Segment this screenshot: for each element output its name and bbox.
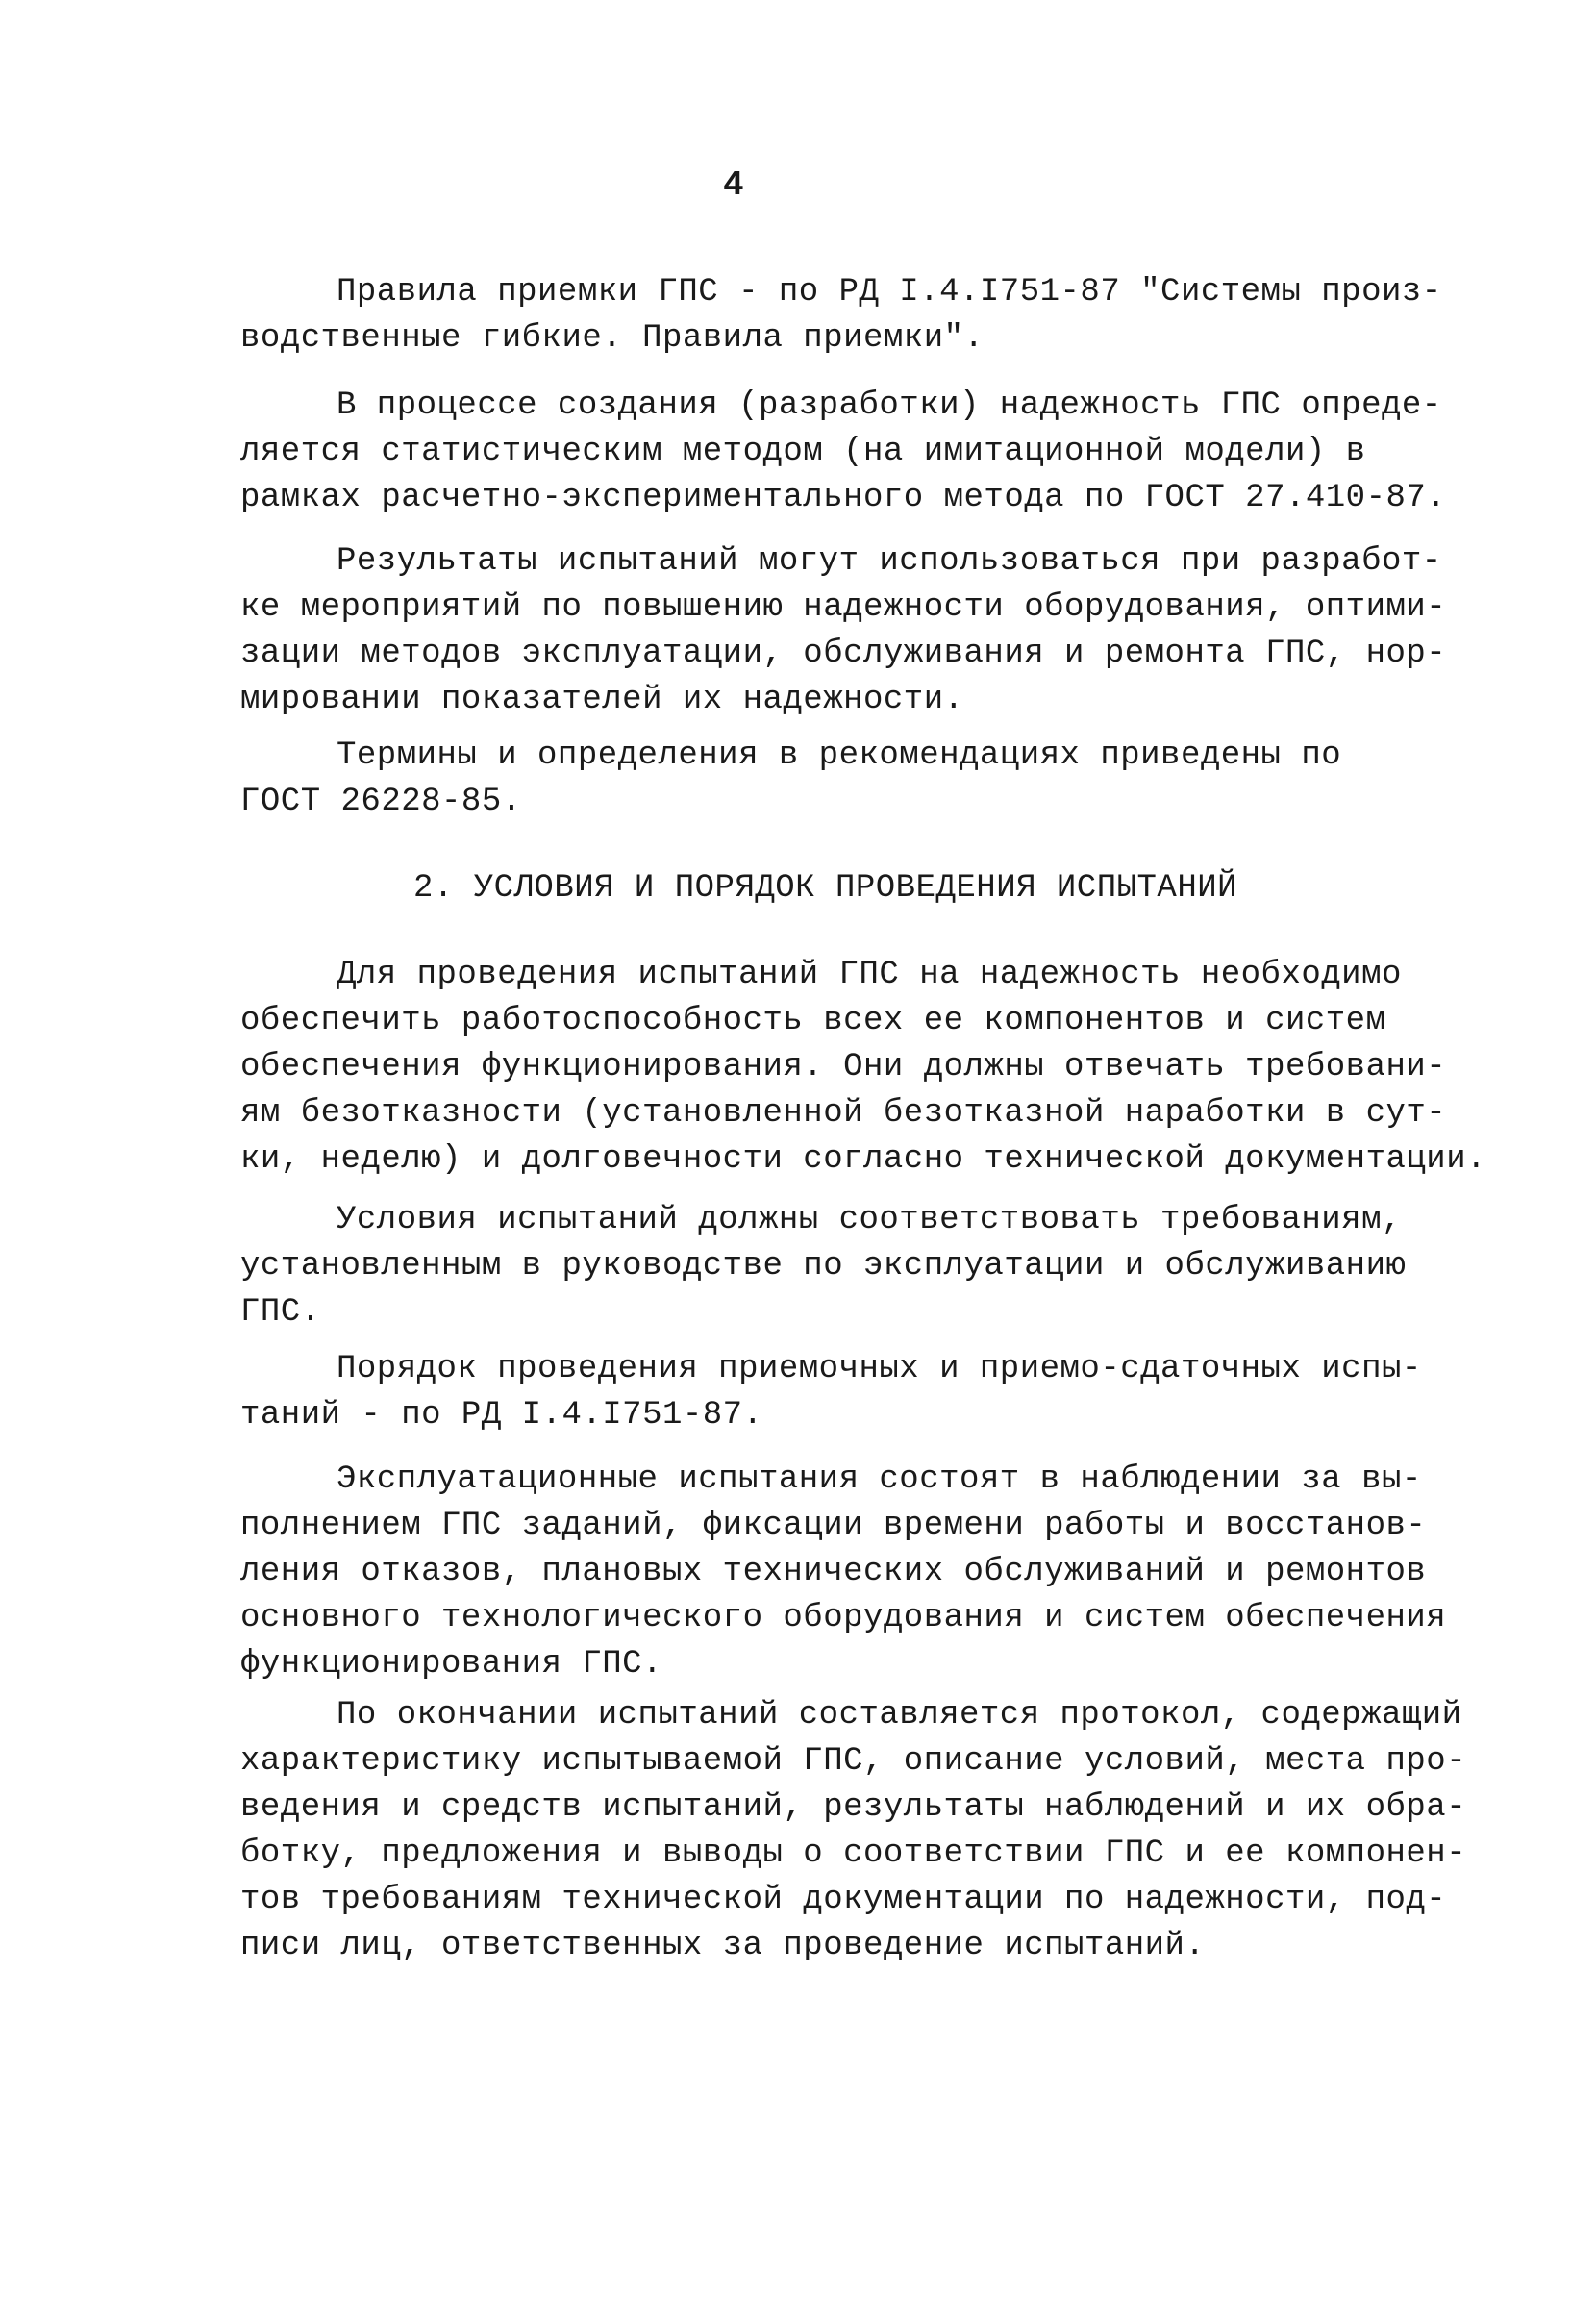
paragraph-test-conditions bbox=[240, 1197, 1423, 1336]
paragraph-operational-tests bbox=[240, 1457, 1447, 1687]
text-line: Условия испытаний должны соответствовать требованиям, bbox=[337, 1202, 1402, 1238]
text-line: тов требованиям технической документации по надежности, под- bbox=[240, 1882, 1447, 1918]
text-line: ботку, предложения и выводы о соответствии ГПС и ее компонен- bbox=[240, 1835, 1467, 1872]
text-line: ГОСТ 26228-85. bbox=[240, 784, 522, 820]
text-line: Результаты испытаний могут использоваться при разработ- bbox=[337, 543, 1442, 580]
text-line: В процессе создания (разработки) надежность ГПС опреде- bbox=[337, 387, 1442, 424]
text-line: обеспечить работоспособность всех ее компонентов и систем bbox=[240, 1003, 1386, 1039]
paragraph-test-results bbox=[240, 538, 1447, 723]
paragraph-terms bbox=[240, 733, 1423, 825]
text-line: зации методов эксплуатации, обслуживания и ремонта ГПС, нор- bbox=[240, 636, 1447, 672]
text-line: рамках расчетно-экспериментального метода по ГОСТ 27.410-87. bbox=[240, 480, 1447, 516]
text-line: ки, неделю) и долговечности согласно технической документации. bbox=[240, 1141, 1487, 1178]
paragraph-acceptance-rules bbox=[240, 269, 1442, 362]
text-line: Термины и определения в рекомендациях приведены по bbox=[337, 737, 1342, 774]
text-line: полнением ГПС заданий, фиксации времени работы и восстанов- bbox=[240, 1508, 1427, 1544]
text-line: мировании показателей их надежности. bbox=[240, 682, 964, 718]
text-line: По окончании испытаний составляется протокол, содержащий bbox=[337, 1697, 1462, 1734]
paragraph-test-protocol bbox=[240, 1692, 1467, 1969]
text-line: Эксплуатационные испытания состоят в наблюдении за вы- bbox=[337, 1461, 1422, 1498]
text-line: ведения и средств испытаний, результаты наблюдений и их обра- bbox=[240, 1789, 1467, 1826]
text-line: установленным в руководстве по эксплуатации и обслуживанию bbox=[240, 1248, 1407, 1285]
text-line: функционирования ГПС. bbox=[240, 1646, 662, 1683]
text-line: Для проведения испытаний ГПС на надежность необходимо bbox=[337, 957, 1402, 993]
text-line: писи лиц, ответственных за проведение испытаний. bbox=[240, 1928, 1206, 1964]
paragraph-test-preparation bbox=[240, 952, 1487, 1183]
page-number: 4 bbox=[723, 165, 744, 205]
text-line: характеристику испытываемой ГПС, описание условий, места про- bbox=[240, 1743, 1467, 1780]
text-line: ям безотказности (установленной безотказной наработки в сут- bbox=[240, 1095, 1447, 1132]
text-line: Порядок проведения приемочных и приемо-сдаточных испы- bbox=[337, 1351, 1422, 1387]
paragraph-design-reliability bbox=[240, 383, 1447, 521]
text-line: ГПС. bbox=[240, 1294, 321, 1331]
text-line: ляется статистическим методом (на имитационной модели) в bbox=[240, 434, 1366, 470]
text-line: ления отказов, плановых технических обслуживаний и ремонтов bbox=[240, 1554, 1427, 1590]
text-line: Правила приемки ГПС - по РД I.4.I751-87 "Системы произ- bbox=[337, 274, 1442, 311]
text-line: водственные гибкие. Правила приемки". bbox=[240, 320, 985, 357]
text-line: ке мероприятий по повышению надежности оборудования, оптими- bbox=[240, 589, 1447, 626]
text-line: основного технологического оборудования и систем обеспечения bbox=[240, 1600, 1447, 1636]
section-heading: 2. УСЛОВИЯ И ПОРЯДОК ПРОВЕДЕНИЯ ИСПЫТАНИЙ bbox=[413, 870, 1238, 907]
text-line: обеспечения функционирования. Они должны отвечать требовани- bbox=[240, 1049, 1447, 1086]
text-line: таний - по РД I.4.I751-87. bbox=[240, 1397, 763, 1434]
paragraph-test-procedure bbox=[240, 1346, 1423, 1438]
